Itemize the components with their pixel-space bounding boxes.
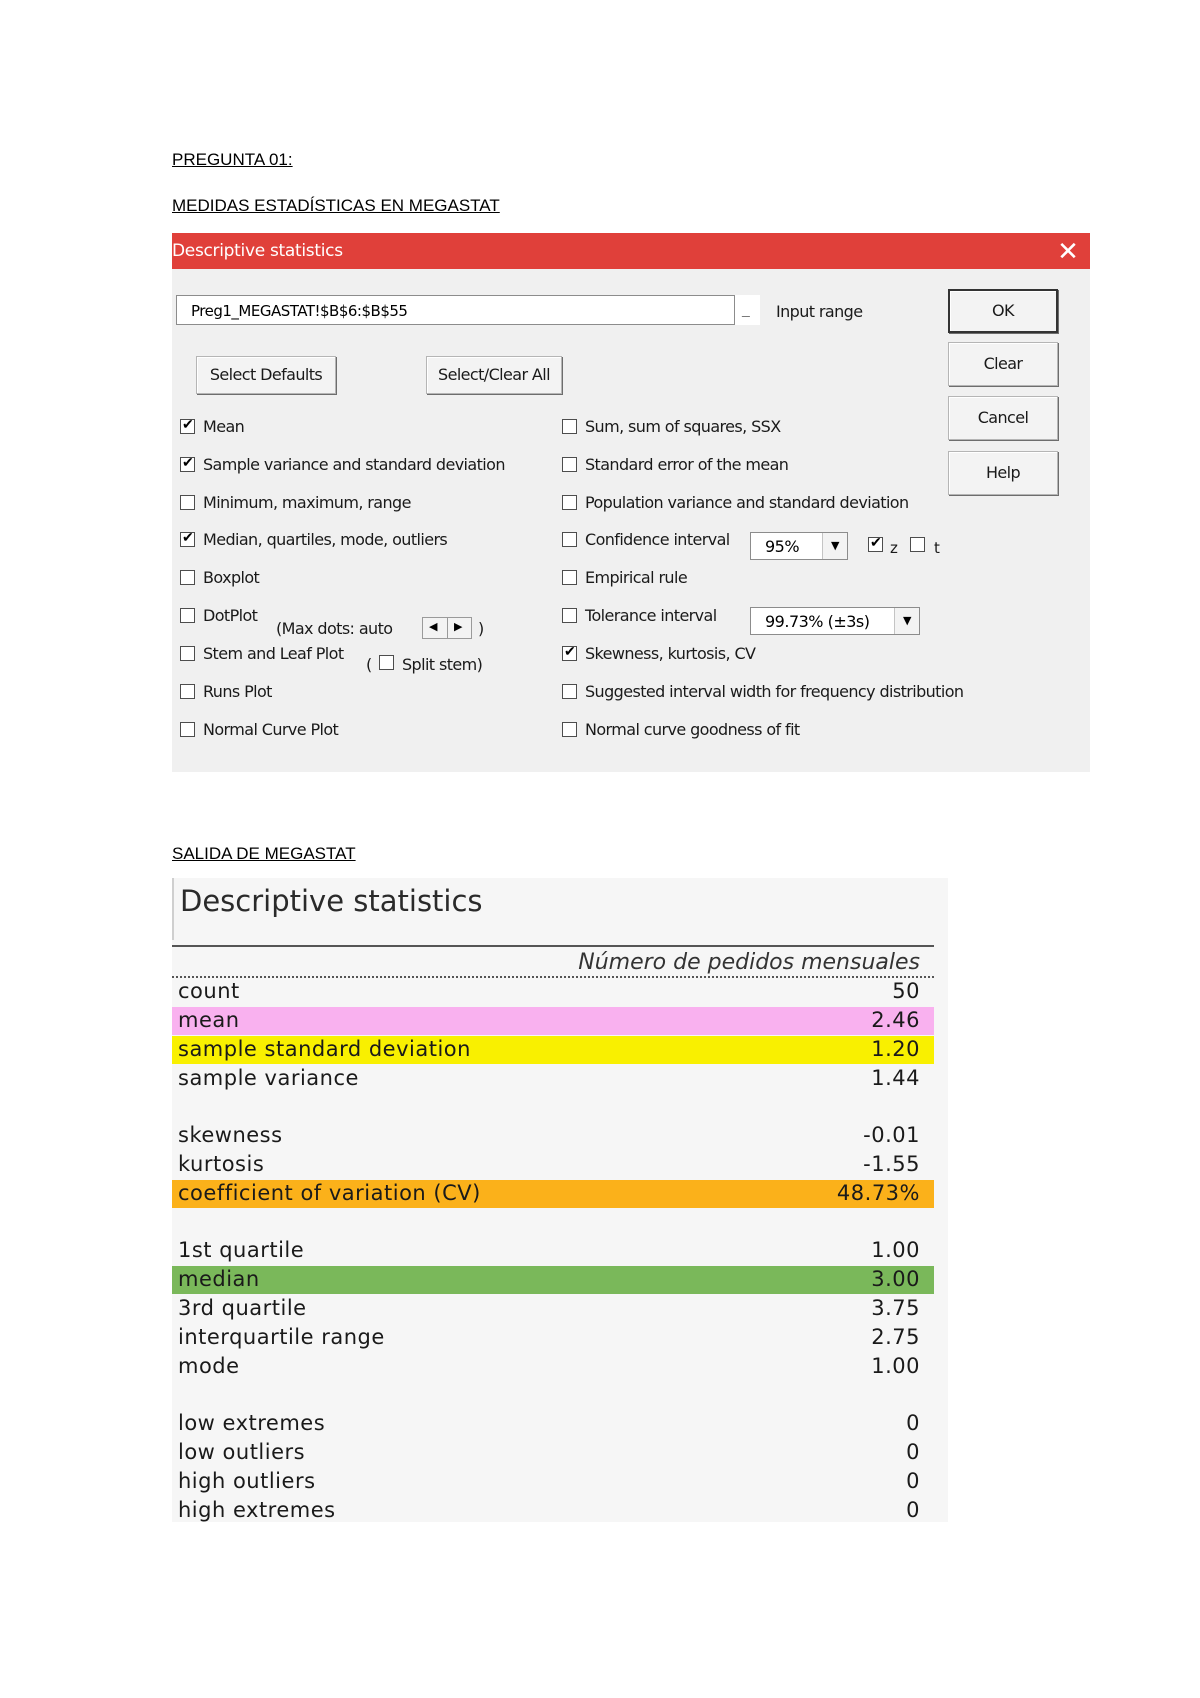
table-row [172,1151,934,1179]
close-icon[interactable]: ✕ [1057,236,1079,266]
spin-right-icon[interactable]: ▶ [454,621,463,633]
confidence-level-select[interactable] [750,532,848,560]
section-heading-measures: MEDIDAS ESTADÍSTICAS EN MEGASTAT [172,196,500,215]
row-value: 48.73% [836,1181,920,1205]
std-error-mean-checkbox[interactable] [562,457,577,472]
sample-variance-sd-checkbox[interactable] [180,457,195,472]
tolerance-interval-label: Tolerance interval [585,606,717,625]
row-value: 1.00 [871,1238,920,1262]
std-error-mean-label: Standard error of the mean [585,455,789,474]
column-header: Número de pedidos mensuales [578,950,920,975]
dialog-titlebar [172,233,1090,269]
sum-squares-ssx-checkbox[interactable] [562,419,577,434]
table-row [172,1468,934,1496]
table-row [172,1295,934,1323]
row-label: low extremes [178,1411,326,1435]
suggested-interval-width-label: Suggested interval width for frequency distribution [585,682,964,701]
row-value: 2.46 [871,1008,920,1032]
min-max-range-label: Minimum, maximum, range [203,493,411,512]
t-checkbox[interactable] [910,537,925,552]
row-value: 0 [906,1498,920,1522]
row-label: 1st quartile [178,1238,305,1262]
row-value: 2.75 [871,1325,920,1349]
table-row [172,1324,934,1352]
normal-goodness-fit-label: Normal curve goodness of fit [585,720,800,739]
spin-divider [447,618,448,638]
skewness-kurtosis-cv-checkbox[interactable] [562,646,577,661]
row-label: skewness [178,1123,283,1147]
table-top-rule [172,945,934,947]
z-checkbox[interactable] [868,537,883,552]
skewness-kurtosis-cv-label: Skewness, kurtosis, CV [585,644,756,663]
row-value: 1.20 [871,1037,920,1061]
row-value: 3.75 [871,1296,920,1320]
row-value: 50 [892,979,920,1003]
row-label: high outliers [178,1469,316,1493]
sample-variance-sd-label: Sample variance and standard deviation [203,455,505,474]
population-variance-sd-checkbox[interactable] [562,495,577,510]
population-variance-sd-label: Population variance and standard deviation [585,493,909,512]
sum-squares-ssx-label: Sum, sum of squares, SSX [585,417,781,436]
stem-leaf-plot-checkbox[interactable] [180,646,195,661]
split-stem-label: Split stem) [402,655,483,674]
z-label: z [890,539,898,557]
dotplot-label: DotPlot [203,606,258,625]
row-label: 3rd quartile [178,1296,307,1320]
row-value: 1.44 [871,1066,920,1090]
empirical-rule-checkbox[interactable] [562,570,577,585]
row-label: interquartile range [178,1325,385,1349]
boxplot-label: Boxplot [203,568,260,587]
table-left-rule [172,878,174,940]
row-label: kurtosis [178,1152,265,1176]
spin-left-icon[interactable]: ◀ [429,621,438,633]
select-clear-all-button[interactable]: Select/Clear All [426,356,562,394]
table-row [172,1007,934,1035]
confidence-interval-checkbox[interactable] [562,532,577,547]
normal-curve-plot-label: Normal Curve Plot [203,720,339,739]
ok-button[interactable]: OK [948,289,1058,333]
table-row [172,1266,934,1294]
tolerance-level-value: 99.73% (±3s) [765,612,870,631]
section-heading-output: SALIDA DE MEGASTAT [172,844,356,863]
boxplot-checkbox[interactable] [180,570,195,585]
dotplot-checkbox[interactable] [180,608,195,623]
split-stem-checkbox[interactable] [379,655,394,670]
table-row [172,1036,934,1064]
normal-goodness-fit-checkbox[interactable] [562,722,577,737]
chevron-down-icon[interactable]: ▼ [822,533,847,559]
row-value: 3.00 [871,1267,920,1291]
row-label: count [178,979,240,1003]
row-label: sample variance [178,1066,359,1090]
input-range-value: Preg1_MEGASTAT!$B$6:$B$55 [191,302,408,320]
select-defaults-button[interactable]: Select Defaults [196,356,336,394]
cancel-button[interactable]: Cancel [948,396,1058,440]
mean-label: Mean [203,417,245,436]
input-range-field[interactable] [176,295,760,325]
table-row [172,1410,934,1438]
min-max-range-checkbox[interactable] [180,495,195,510]
tolerance-interval-checkbox[interactable] [562,608,577,623]
normal-curve-plot-checkbox[interactable] [180,722,195,737]
table-row [172,1122,934,1150]
row-value: -0.01 [863,1123,920,1147]
dotplot-spin[interactable] [422,617,472,639]
table-row [172,1439,934,1467]
row-label: high extremes [178,1498,336,1522]
descriptive-statistics-dialog [172,233,1090,772]
help-button[interactable]: Help [948,451,1058,495]
suggested-interval-width-checkbox[interactable] [562,684,577,699]
row-label: median [178,1267,260,1291]
clear-button[interactable]: Clear [948,342,1058,386]
output-table [172,878,948,1522]
runs-plot-label: Runs Plot [203,682,272,701]
t-label: t [934,539,940,557]
split-stem-open-paren: ( [366,655,372,674]
table-row [172,1180,934,1208]
row-value: 1.00 [871,1354,920,1378]
median-quartiles-checkbox[interactable] [180,532,195,547]
mean-checkbox[interactable] [180,419,195,434]
row-label: sample standard deviation [178,1037,471,1061]
empirical-rule-label: Empirical rule [585,568,688,587]
table-row [172,1497,934,1525]
row-label: coefficient of variation (CV) [178,1181,481,1205]
row-label: mode [178,1354,240,1378]
table-row [172,978,934,1006]
chevron-down-icon[interactable]: ▼ [894,608,919,634]
confidence-level-value: 95% [765,537,800,556]
row-label: low outliers [178,1440,306,1464]
runs-plot-checkbox[interactable] [180,684,195,699]
row-label: mean [178,1008,240,1032]
dotplot-max-dots-label: (Max dots: auto [276,619,393,638]
tolerance-level-select[interactable] [750,607,920,635]
range-collapse-icon: _ [742,302,750,318]
confidence-interval-label: Confidence interval [585,530,730,549]
dialog-title: Descriptive statistics [172,241,343,261]
median-quartiles-label: Median, quartiles, mode, outliers [203,530,448,549]
row-value: 0 [906,1411,920,1435]
question-heading: PREGUNTA 01: [172,150,293,169]
output-title: Descriptive statistics [180,884,483,918]
stem-leaf-plot-label: Stem and Leaf Plot [203,644,344,663]
dotplot-close-paren: ) [478,619,484,638]
table-row [172,1065,934,1093]
input-range-label: Input range [776,302,863,321]
table-row [172,1237,934,1265]
row-value: -1.55 [863,1152,920,1176]
row-value: 0 [906,1440,920,1464]
table-row [172,1353,934,1381]
row-value: 0 [906,1469,920,1493]
range-collapse-button[interactable] [734,295,760,325]
